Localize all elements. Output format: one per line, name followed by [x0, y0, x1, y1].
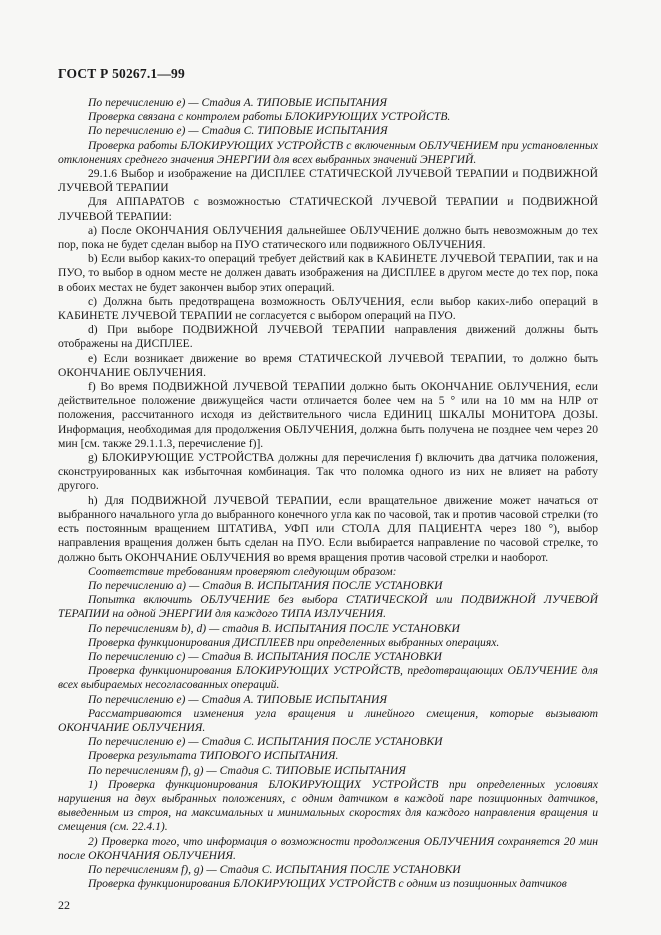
paragraph: По перечислению е) — Стадия С. ТИПОВЫЕ ИСПЫТАНИЯ	[88, 124, 388, 138]
paragraph: По перечислениям b), d) — стадия В. ИСПЫТАНИЯ ПОСЛЕ УСТАНОВКИ	[88, 621, 460, 635]
paragraph: По перечислениям f), g) — Стадия С. ТИПОВЫЕ ИСПЫТАНИЯ	[88, 763, 406, 777]
paragraph: a) После ОКОНЧАНИЯ ОБЛУЧЕНИЯ дальнейшее ОБЛУЧЕНИЕ должно быть невозможным до тех пор, пока не будет сделан выбор на ПУО статического или подвижного ОБЛУЧЕНИЯ.	[58, 223, 598, 252]
paragraph: Проверка результата ТИПОВОГО ИСПЫТАНИЯ.	[88, 749, 339, 763]
paragraph: Проверка связана с контролем работы БЛОКИРУЮЩИХ УСТРОЙСТВ.	[88, 110, 451, 124]
paragraph: По перечислению a) — Стадия В. ИСПЫТАНИЯ ПОСЛЕ УСТАНОВКИ	[88, 578, 443, 592]
paragraph: Попытка включить ОБЛУЧЕНИЕ без выбора СТАТИЧЕСКОЙ или ПОДВИЖНОЙ ЛУЧЕВОЙ ТЕРАПИИ на одной ЭНЕРГИИ для каждого ТИПА ИЗЛУЧЕНИЯ.	[58, 593, 598, 621]
paragraph: Рассматриваются изменения угла вращения и линейного смещения, которые вызывают ОКОНЧАНИЕ ОБЛУЧЕНИЯ.	[58, 706, 598, 734]
paragraph: f) Во время ПОДВИЖНОЙ ЛУЧЕВОЙ ТЕРАПИИ должно быть ОКОНЧАНИЕ ОБЛУЧЕНИЯ, если действительное положение движущейся части отличается более чем на 5 ° или на 10 мм на НЛР от положения, рассчитанного исходя из действительного числа ЕДИНИЦ ШКАЛЫ МОНИТОРА ДОЗЫ. Информация, необходимая для продолжения ОБЛУЧЕНИЯ, должна быть получена не позднее чем через 20 мин [см. также 29.1.1.3, перечисление f)].	[58, 380, 598, 450]
document-body	[58, 96, 598, 891]
paragraph: 2) Проверка того, что информация о возможности продолжения ОБЛУЧЕНИЯ сохраняется 20 мин после ОКОНЧАНИЯ ОБЛУЧЕНИЯ.	[58, 834, 598, 862]
paragraph: c) Должна быть предотвращена возможность ОБЛУЧЕНИЯ, если выбор каких-либо операций в КАБИНЕТЕ ЛУЧЕВОЙ ТЕРАПИИ не согласуется с выбором операций на ПУО.	[58, 294, 598, 323]
paragraph: По перечислению с) — Стадия В. ИСПЫТАНИЯ ПОСЛЕ УСТАНОВКИ	[88, 649, 442, 663]
page-number: 22	[58, 898, 70, 912]
document-header: ГОСТ Р 50267.1—99	[58, 66, 185, 81]
paragraph: Соответствие требованиям проверяют следующим образом:	[88, 564, 397, 578]
paragraph: 29.1.6 Выбор и изображение на ДИСПЛЕЕ СТАТИЧЕСКОЙ ЛУЧЕВОЙ ТЕРАПИИ и ПОДВИЖНОЙ ЛУЧЕВОЙ ТЕРАПИИ	[58, 167, 598, 195]
paragraph: По перечислениям f), g) — Стадия С. ИСПЫТАНИЯ ПОСЛЕ УСТАНОВКИ	[88, 862, 461, 876]
paragraph: e) Если возникает движение во время СТАТИЧЕСКОЙ ЛУЧЕВОЙ ТЕРАПИИ, то должно быть ОКОНЧАНИЕ ОБЛУЧЕНИЯ.	[58, 351, 598, 379]
paragraph: g) БЛОКИРУЮЩИЕ УСТРОЙСТВА должны для перечисления f) включить два датчика положения, сконструированных как избыточная комбинация. Так что поломка одного из них не влияет на работу другого.	[58, 451, 598, 493]
paragraph: Проверка функционирования БЛОКИРУЮЩИХ УСТРОЙСТВ с одним из позиционных датчиков	[88, 877, 567, 891]
paragraph: По перечислению е) — Стадия А. ТИПОВЫЕ ИСПЫТАНИЯ	[88, 96, 388, 109]
paragraph: По перечислению е) — Стадия С. ИСПЫТАНИЯ ПОСЛЕ УСТАНОВКИ	[88, 735, 443, 749]
paragraph: 1) Проверка функционирования БЛОКИРУЮЩИХ УСТРОЙСТВ при определенных условиях нарушения на двух выбранных положениях, с одним датчиком в каждой паре позиционных датчиков, выведенным из строя, на максимальных и минимальных скоростях для каждого направления вращения и смещения (см. 22.4.1).	[58, 777, 598, 834]
paragraph: Для АППАРАТОВ с возможностью СТАТИЧЕСКОЙ ЛУЧЕВОЙ ТЕРАПИИ и ПОДВИЖНОЙ ЛУЧЕВОЙ ТЕРАПИИ:	[58, 195, 598, 223]
paragraph: b) Если выбор каких-то операций требует действий как в КАБИНЕТЕ ЛУЧЕВОЙ ТЕРАПИИ, так и на ПУО, то выбор в одном месте не должен давать изображения на ДИСПЛЕЕ в другом месте до тех пор, пока в обоих местах не будет закончен выбор этих операций.	[58, 252, 598, 294]
paragraph: Проверка функционирования ДИСПЛЕЕВ при определенных выбранных операциях.	[88, 635, 500, 649]
paragraph: По перечислению е) — Стадия А. ТИПОВЫЕ ИСПЫТАНИЯ	[88, 692, 388, 706]
paragraph: Проверка работы БЛОКИРУЮЩИХ УСТРОЙСТВ с включенным ОБЛУЧЕНИЕМ при установленных отклонениях среднего значения ЭНЕРГИИ для всех выбранных значений ЭНЕРГИЙ.	[58, 138, 598, 166]
paragraph: Проверка функционирования БЛОКИРУЮЩИХ УСТРОЙСТВ, предотвращающих ОБЛУЧЕНИЕ для всех выбираемых несогласованных операций.	[58, 664, 598, 692]
paragraph: d) При выборе ПОДВИЖНОЙ ЛУЧЕВОЙ ТЕРАПИИ направления движений должны быть отображены на ДИСПЛЕЕ.	[58, 323, 598, 351]
paragraph: h) Для ПОДВИЖНОЙ ЛУЧЕВОЙ ТЕРАПИИ, если вращательное движение может начаться от выбранного начального угла до выбранного конечного угла как по часовой, так и против часовой стрелки (то есть постоянным вращением ШТАТИВА, УФП или СТОЛА ДЛЯ ПАЦИЕНТА через 180 °), выбор направления вращения должен быть сделан на ПУО. Если выбирается направление по часовой стрелке, то должно быть ОКОНЧАНИЕ ОБЛУЧЕНИЯ во время вращения против часовой стрелки и наоборот.	[58, 493, 598, 564]
